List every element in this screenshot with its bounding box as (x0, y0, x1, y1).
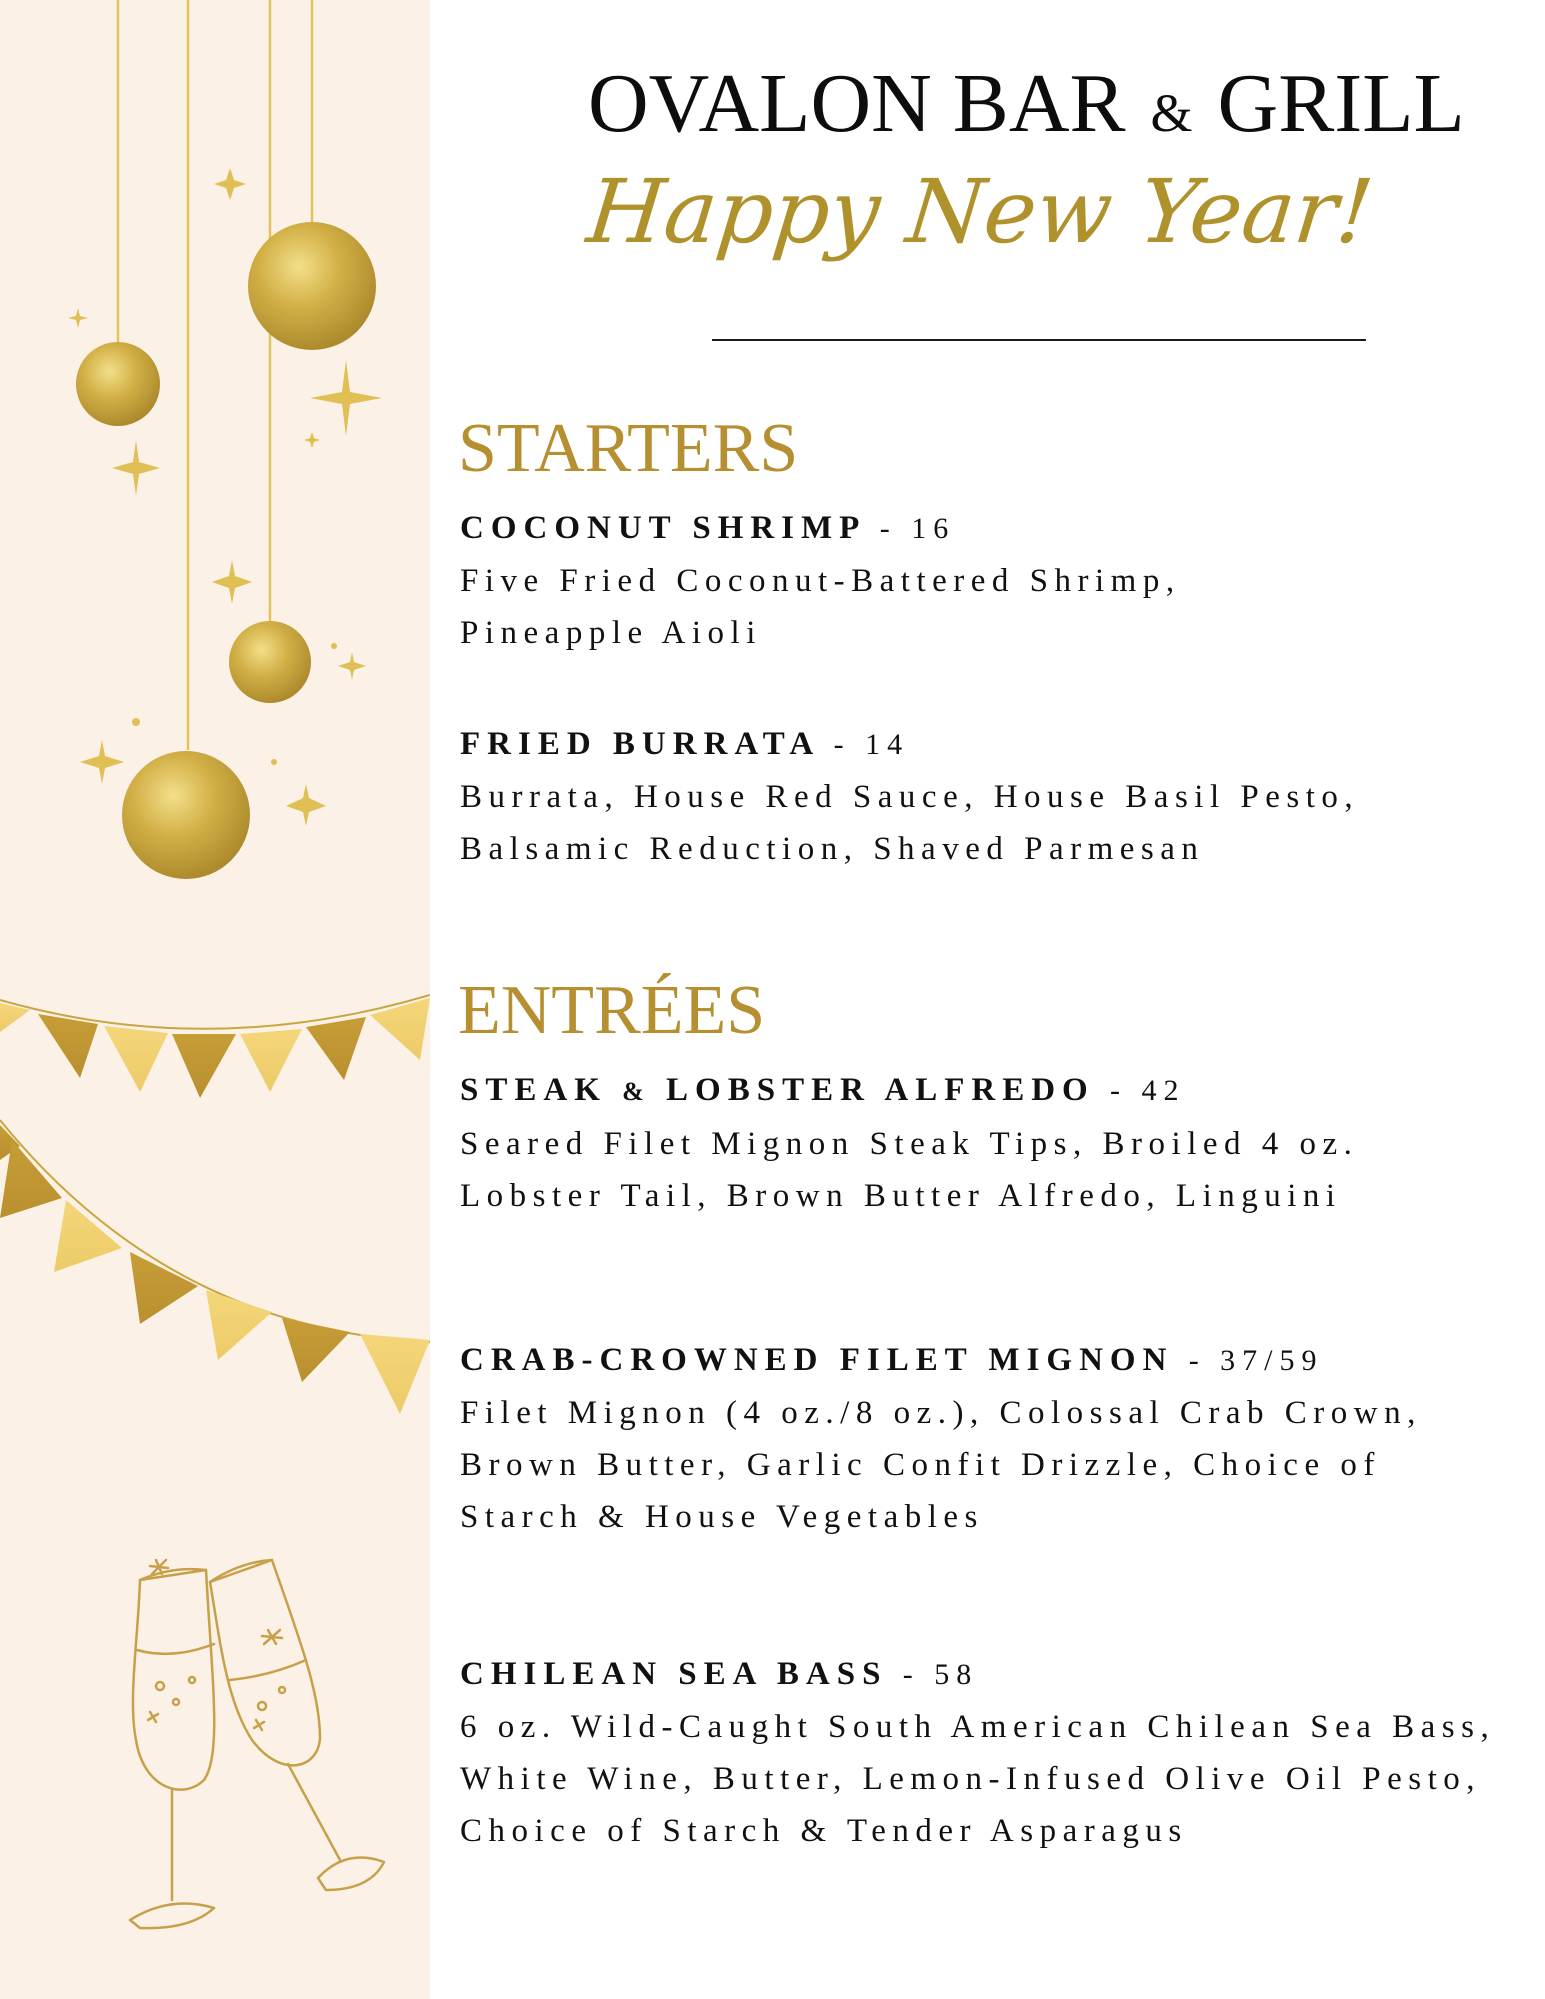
item-price: - 16 (879, 512, 956, 545)
item-name: CHILEAN SEA BASS (460, 1656, 888, 1692)
item-name-part2: LOBSTER ALFREDO (666, 1072, 1095, 1108)
restaurant-name (588, 57, 1465, 150)
item-name: COCONUT SHRIMP (460, 510, 865, 546)
item-title (460, 502, 1520, 555)
item-title (460, 1334, 1520, 1387)
menu-item-steak-lobster-alfredo (460, 1064, 1520, 1222)
item-name: FRIED BURRATA (460, 726, 819, 762)
item-description: Filet Mignon (4 oz./8 oz.), Colossal Crab Crown, Brown Butter, Garlic Confit Drizzle, Choice of Starch & House Vegetables (460, 1395, 1422, 1535)
item-price: - 42 (1109, 1074, 1186, 1107)
item-price: - 58 (902, 1658, 979, 1691)
item-name-ampersand: & (622, 1077, 651, 1106)
item-name-part1: STEAK (460, 1072, 607, 1108)
menu-item-coconut-shrimp (460, 502, 1520, 659)
menu-item-crab-crowned-filet (460, 1334, 1520, 1543)
item-description: Seared Filet Mignon Steak Tips, Broiled 4 oz. Lobster Tail, Brown Butter Alfredo, Linguini (460, 1126, 1359, 1214)
greeting-script: Happy New Year! (582, 160, 1378, 263)
item-title (460, 718, 1520, 771)
item-price: - 37/59 (1188, 1344, 1324, 1377)
item-description: Burrata, House Red Sauce, House Basil Pesto, Balsamic Reduction, Shaved Parmesan (460, 779, 1360, 867)
restaurant-name-ampersand: & (1150, 83, 1193, 143)
menu-item-chilean-sea-bass (460, 1648, 1520, 1857)
item-title (460, 1064, 1520, 1118)
item-title (460, 1648, 1520, 1701)
restaurant-name-part1: OVALON BAR (588, 57, 1126, 150)
item-price: - 14 (833, 728, 910, 761)
restaurant-name-part2: GRILL (1217, 57, 1465, 150)
section-heading-starters: STARTERS (458, 410, 799, 487)
header-divider (712, 339, 1366, 341)
section-heading-entrees: ENTRÉES (458, 972, 766, 1049)
item-description: 6 oz. Wild-Caught South American Chilean Sea Bass, White Wine, Butter, Lemon-Infused Olive Oil Pesto, Choice of Starch & Tender Asparagus (460, 1709, 1496, 1849)
item-name: CRAB-CROWNED FILET MIGNON (460, 1342, 1174, 1378)
item-description: Five Fried Coconut-Battered Shrimp, Pineapple Aioli (460, 563, 1181, 651)
menu-item-fried-burrata (460, 718, 1520, 875)
